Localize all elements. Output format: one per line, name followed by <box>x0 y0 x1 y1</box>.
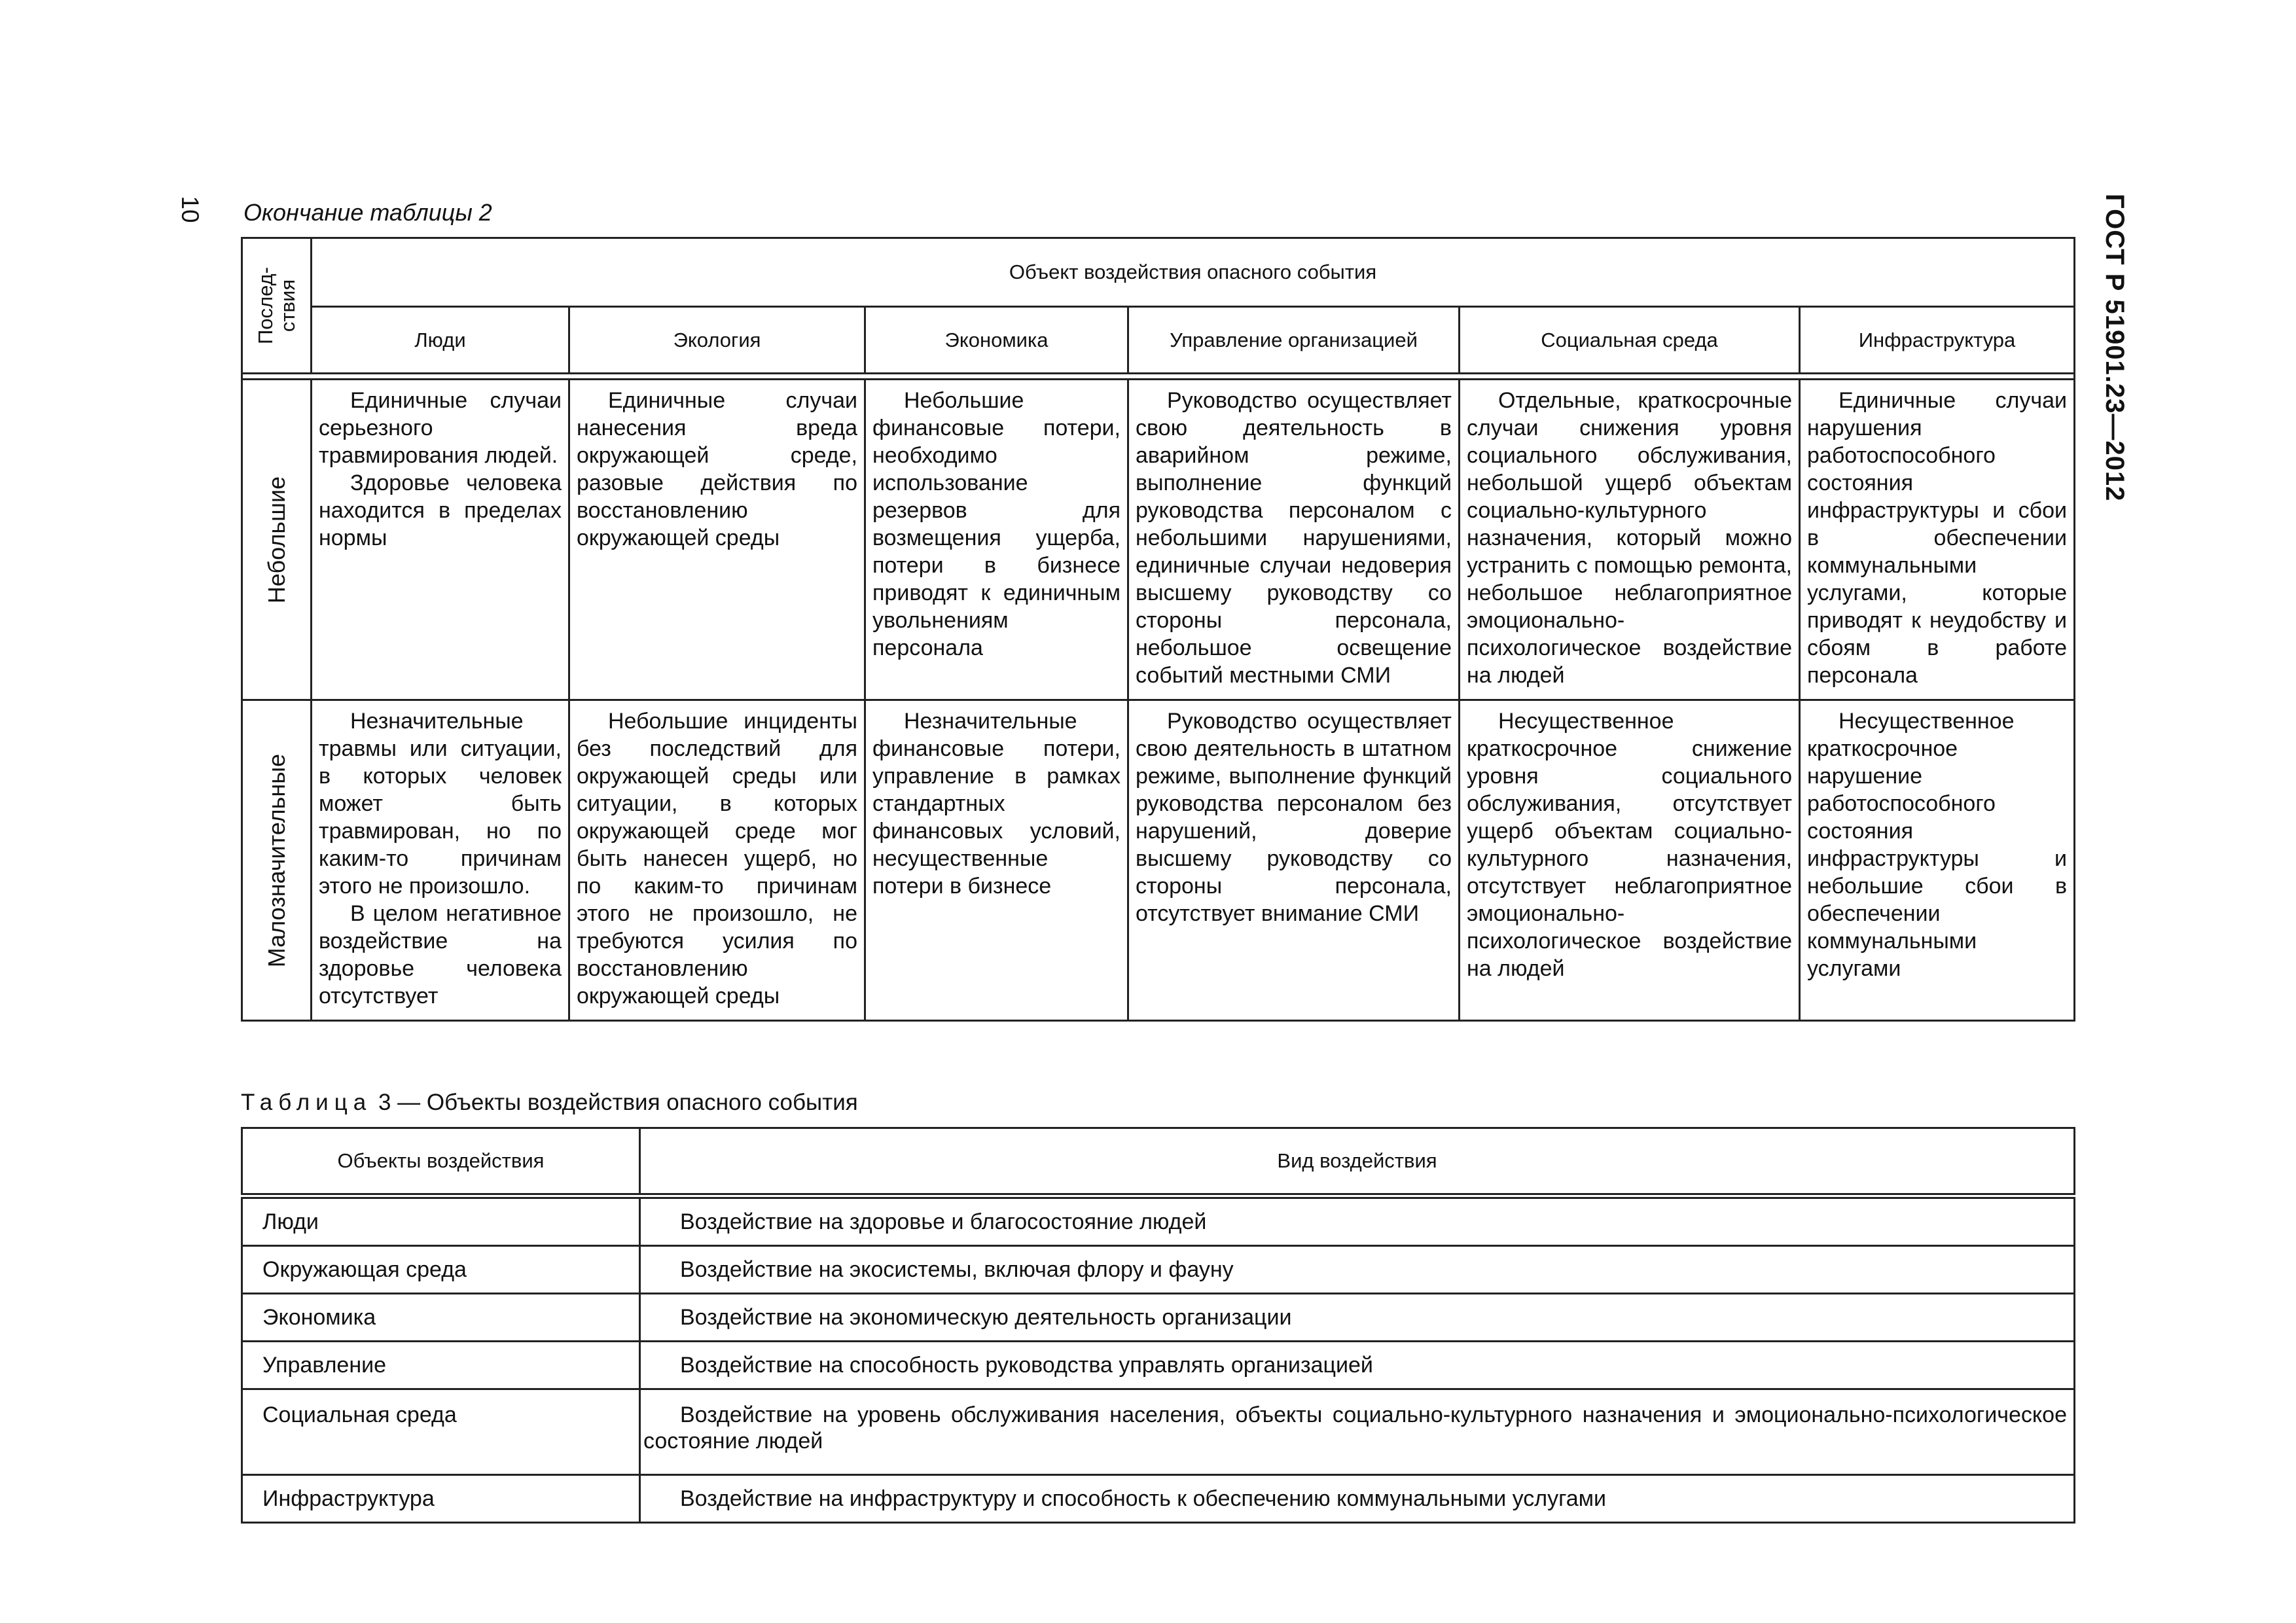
standard-code-text: ГОСТ Р 51901.23—2012 <box>2100 194 2129 502</box>
table-cell-object: Социальная среда <box>242 1389 640 1475</box>
cell-paragraph: Руководство осуществляет свою деятельность в штатном режиме, выполнение функций руководства персоналом без нарушений, доверие высшему руководству со стороны персонала, отсутствует внимание СМИ <box>1136 709 1452 926</box>
cell-paragraph: Здоровье человека находится в пределах нормы <box>319 471 562 550</box>
table-3-caption-label: Таблица <box>241 1090 372 1115</box>
table-cell-impact: Воздействие на уровень обслуживания населения, объекты социально-культурного назначения и эмоционально-психологическое состояние людей <box>640 1389 2075 1475</box>
table-cell <box>1460 700 1800 1021</box>
table-cell-impact: Воздействие на экономическую деятельность организации <box>640 1294 2075 1342</box>
table-cell <box>865 380 1128 700</box>
column-header: Экономика <box>865 307 1128 374</box>
cell-paragraph: Несущественное краткосрочное снижение уровня социального обслуживания, отсутствует ущерб объектам социально-культурного назначения, отсутствует неблагоприятное эмоционально-психологическое воздействие на людей <box>1467 709 1792 981</box>
column-header: Экология <box>569 307 865 374</box>
table-cell <box>569 380 865 700</box>
cell-paragraph: Несущественное краткосрочное нарушение работоспособного состояния инфраструктуры и небольшие сбои в обеспечении коммунальными услугами <box>1807 709 2068 981</box>
table-row <box>242 1294 2075 1342</box>
cell-paragraph: Единичные случаи нанесения вреда окружающей среде, разовые действия по восстановлению окружающей среды <box>577 388 857 550</box>
table-continuation-title: Окончание таблицы 2 <box>243 199 492 226</box>
cell-paragraph: Небольшие инциденты без последствий для окружающей среды или ситуации, в которых окружающей среде мог быть нанесен ущерб, но по каким-то причинам этого не произошло, не требуются усилия по восстановлению окружающей среды <box>577 709 857 1008</box>
row-label-text: Небольшие <box>262 476 290 603</box>
consequences-header <box>242 238 312 374</box>
table-cell-object: Управление <box>242 1342 640 1389</box>
table-2 <box>241 237 2075 1022</box>
table-row <box>242 1475 2075 1523</box>
table-cell-impact: Воздействие на здоровье и благосостояние людей <box>640 1196 2075 1246</box>
object-header: Объект воздействия опасного события <box>312 238 2075 307</box>
table-row <box>242 1246 2075 1294</box>
table-cell <box>312 380 569 700</box>
table-cell <box>1800 700 2075 1021</box>
table-cell-object: Окружающая среда <box>242 1246 640 1294</box>
page-number: 10 <box>177 196 204 223</box>
cell-paragraph: В целом негативное воздействие на здоровье человека отсутствует <box>319 901 562 1008</box>
table-3-caption-text: 3 — Объекты воздействия опасного события <box>372 1090 858 1115</box>
table-cell <box>1800 380 2075 700</box>
table-row <box>242 1389 2075 1475</box>
table-cell-object: Люди <box>242 1196 640 1246</box>
table-3 <box>241 1127 2075 1524</box>
table-cell <box>569 700 865 1021</box>
column-header: Социальная среда <box>1460 307 1800 374</box>
cell-paragraph: Отдельные, краткосрочные случаи снижения уровня социального обслуживания, небольшой ущерб объектам социально-культурного назначения, который можно устранить с помощью ремонта, небольшое неблагоприятное эмоционально-психологическое воздействие на людей <box>1467 388 1792 688</box>
table-row <box>242 700 2075 1021</box>
column-header: Управление организацией <box>1128 307 1460 374</box>
table-cell-object: Инфраструктура <box>242 1475 640 1523</box>
table-cell <box>865 700 1128 1021</box>
row-label <box>242 380 312 700</box>
consequences-header-text: Послед- ствия <box>253 266 299 345</box>
table-cell <box>312 700 569 1021</box>
cell-paragraph: Незначительные травмы или ситуации, в которых человек может быть травмирован, но по каким-то причинам этого не произошло. <box>319 709 562 899</box>
table-cell-object: Экономика <box>242 1294 640 1342</box>
row-label <box>242 700 312 1021</box>
table-cell-impact: Воздействие на экосистемы, включая флору и фауну <box>640 1246 2075 1294</box>
table-cell-impact: Воздействие на способность руководства управлять организацией <box>640 1342 2075 1389</box>
row-label-text: Малозначительные <box>262 753 290 967</box>
column-header: Инфраструктура <box>1800 307 2075 374</box>
cell-paragraph: Незначительные финансовые потери, управление в рамках стандартных финансовых условий, несущественные потери в бизнесе <box>872 709 1121 899</box>
table-cell <box>1128 380 1460 700</box>
table-row <box>242 1342 2075 1389</box>
column-header: Вид воздействия <box>640 1128 2075 1196</box>
table-cell <box>1128 700 1460 1021</box>
cell-paragraph: Единичные случаи серьезного травмирования людей. <box>319 388 562 468</box>
table-row <box>242 380 2075 700</box>
table-3-caption <box>241 1090 858 1116</box>
table-row <box>242 1196 2075 1246</box>
table-cell-impact: Воздействие на инфраструктуру и способность к обеспечению коммунальными услугами <box>640 1475 2075 1523</box>
cell-paragraph: Руководство осуществляет свою деятельность в аварийном режиме, выполнение функций руководства персоналом с небольшими нарушениями, единичные случаи недоверия высшему руководству со стороны персонала, небольшое освещение событий местными СМИ <box>1136 388 1452 688</box>
cell-paragraph: Небольшие финансовые потери, необходимо использование резервов для возмещения ущерба, потери в бизнесе приводят к единичным увольнениям персонала <box>872 388 1121 660</box>
table-cell <box>1460 380 1800 700</box>
cell-paragraph: Единичные случаи нарушения работоспособного состояния инфраструктуры и сбои в обеспечении коммунальными услугами, которые приводят к неудобству и сбоям в работе персонала <box>1807 388 2068 688</box>
column-header: Объекты воздействия <box>242 1128 640 1196</box>
column-header: Люди <box>312 307 569 374</box>
